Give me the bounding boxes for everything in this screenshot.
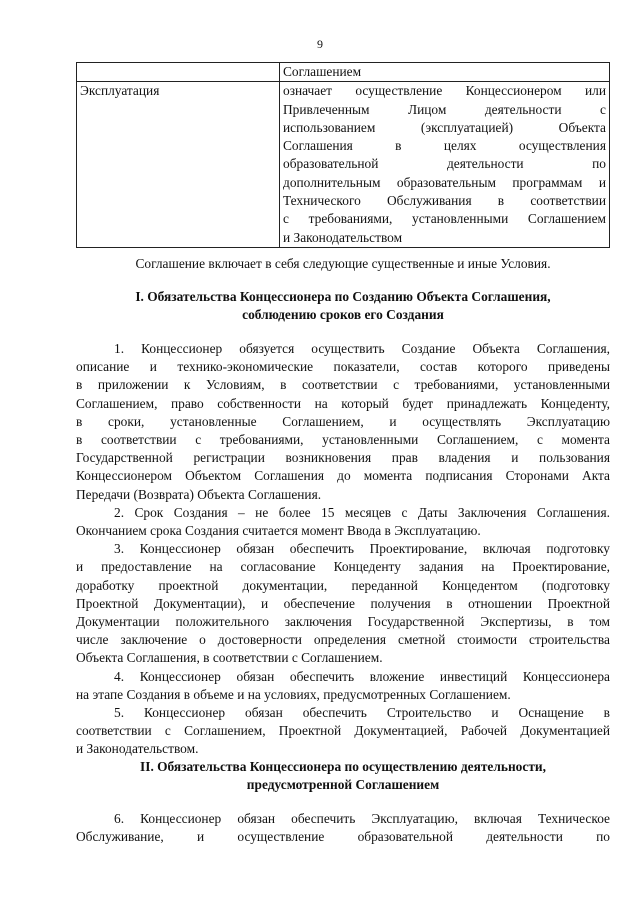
section-1-heading: [76, 288, 610, 324]
definitions-table: [76, 62, 610, 248]
paragraph-4-line: 4. Концессионер обязан обеспечить вложение инвестиций Концессионера: [114, 668, 610, 684]
table-definition-line: образовательной деятельности по: [283, 156, 606, 172]
section-1-heading-line: I. Обязательства Концессионера по Созданию Объекта Соглашения,: [135, 289, 551, 304]
table-definition-line: и Законодательством: [283, 229, 403, 245]
table-term-cell: [77, 82, 280, 248]
paragraph-6-line: 6. Концессионер обязан обеспечить Эксплуатацию, включая Техническое: [114, 811, 610, 826]
table-definition-cell: [280, 82, 610, 248]
paragraph-1-line: 1. Концессионер обязуется осуществить Создание Объекта Соглашения,: [114, 341, 610, 356]
paragraph-6-line: Обслуживание, и осуществление образовательной деятельности по: [76, 829, 610, 845]
paragraph-1-line: Соглашением, право собственности на который будет принадлежать Концеденту,: [76, 395, 610, 411]
section-2-body: [76, 810, 610, 846]
section-2-heading-line: предусмотренной Соглашением: [246, 777, 440, 793]
paragraph-1-line: описание и технико-экономические показатели, состав которого приведены: [76, 359, 610, 375]
table-definition-line: с требованиями, установленными Соглашением: [283, 211, 606, 227]
paragraph-1-line: в соответствии с требованиями, установленными Соглашением, с момента: [76, 432, 610, 448]
table-term-label: Эксплуатация: [80, 83, 160, 99]
paragraph-1-line: в приложении к Условиям, в соответствии с требованиями, установленными: [76, 377, 610, 393]
paragraph-2-line: 2. Срок Создания – не более 15 месяцев с Даты Заключения Соглашения.: [114, 504, 610, 520]
paragraph-4-line: на этапе Создания в объеме и на условиях, предусмотренных Соглашением.: [76, 686, 511, 702]
section-2-heading: [76, 758, 610, 794]
paragraph-1-line: в сроки, установленные Соглашением, и осуществлять Эксплуатацию: [76, 413, 610, 429]
page-number: 9: [317, 37, 323, 51]
table-definition-line: Соглашением: [283, 64, 362, 79]
paragraph-3-line: Документации положительного заключения Государственной Экспертизы, в том: [76, 614, 610, 630]
table-definition-line: означает осуществление Концессионером или: [283, 83, 606, 99]
intro-paragraph: Соглашение включает в себя следующие существенные и иные Условия.: [135, 256, 551, 271]
paragraph-3-line: доработку проектной документации, переданной Концедентом (подготовку: [76, 577, 610, 593]
table-definition-line: использованием (эксплуатацией) Объекта: [283, 119, 606, 135]
paragraph-3-line: и предоставление на согласование Концеденту задания на Проектирование,: [76, 559, 610, 575]
paragraph-3-line: 3. Концессионер обязан обеспечить Проектирование, включая подготовку: [114, 541, 610, 557]
table-definition-line: Технического Обслуживания в соответствии: [283, 193, 606, 209]
table-definition-line: дополнительным образовательным программам и: [283, 174, 606, 190]
paragraph-5-line: и Законодательством.: [76, 741, 199, 757]
paragraph-1-line: Концессионером Объектом Соглашения до момента подписания Сторонами Акта: [76, 468, 610, 484]
table-definition-line: Соглашения в целях осуществления: [283, 138, 606, 154]
paragraph-3-line: Проектной Документации), и обеспечение получения в отношении Проектной: [76, 595, 610, 611]
table-definition-cell: [280, 63, 610, 82]
paragraph-1-line: Государственной регистрации возникновения прав владения и пользования: [76, 450, 610, 466]
paragraph-3-line: числе заключение о достоверности определения сметной стоимости строительства: [76, 632, 610, 648]
section-2-heading-line: II. Обязательства Концессионера по осуществлению деятельности,: [140, 759, 546, 774]
paragraph-5-line: 5. Концессионер обязан обеспечить Строительство и Оснащение в: [114, 705, 610, 721]
table-row: [77, 63, 610, 82]
paragraph-2-line: Окончанием срока Создания считается момент Ввода в Эксплуатацию.: [76, 523, 481, 539]
paragraph-1-line: Передачи (Возврата) Объекта Соглашения.: [76, 486, 322, 502]
section-1-heading-line: соблюдению сроков его Создания: [242, 307, 444, 323]
table-row: [77, 82, 610, 248]
paragraph-3-line: Объекта Соглашения, в соответствии с Соглашением.: [76, 650, 383, 666]
table-term-cell-empty: [77, 63, 280, 82]
paragraph-5-line: соответствии с Соглашением, Проектной Документацией, Рабочей Документацией: [76, 723, 610, 739]
section-1-body: [76, 340, 610, 759]
table-definition-line: Привлеченным Лицом деятельности с: [283, 101, 606, 117]
